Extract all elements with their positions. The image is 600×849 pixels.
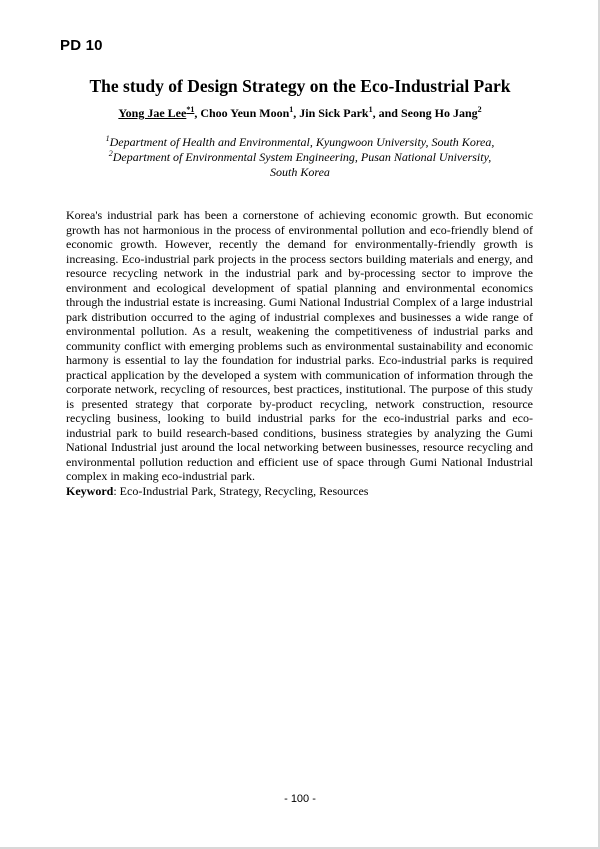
author-list [0,106,600,121]
affiliation-line [0,150,600,165]
author-separator: , and [372,106,401,120]
author-name: Choo Yeun Moon [200,106,290,120]
author-affiliation-mark: *1 [186,105,195,114]
affiliation-text: Department of Environmental System Engineering, Pusan National University, [112,150,492,164]
author-name: Jin Sick Park [299,106,369,120]
author-name: Seong Ho Jang [400,106,478,120]
author-name: Yong Jae Lee [118,106,187,120]
affiliation-line [0,135,600,150]
keyword-values: : Eco-Industrial Park, Strategy, Recycling, Resources [113,484,369,498]
keyword-label: Keyword [66,484,114,498]
session-label: PD 10 [60,37,103,54]
affiliation-mark: 1 [105,134,110,143]
paper-title: The study of Design Strategy on the Eco-Industrial Park [89,76,511,96]
affiliation-text: Department of Health and Environmental, Kyungwoon University, South Korea, [109,135,495,149]
author-separator: , [293,106,300,120]
affiliation-mark: 2 [108,149,113,158]
affiliation-line [0,165,600,180]
keyword-line [66,484,368,499]
author-separator: , [194,106,201,120]
author-affiliation-mark: 1 [368,105,373,114]
author-affiliation-mark: 2 [477,105,482,114]
page-number: - 100 - [284,793,316,805]
abstract-body: Korea's industrial park has been a cornerstone of achieving economic growth. But economic growth has not harmonious in the process of environmental pollution and eco-friendly blend of economic growth. However, recently the demand for environmentally-friendly growth is increasing. Eco-industrial park projects in the process sectors building materials and energy, and resource recycling network in the industrial park and by-processing sector to improve the environment and ecological development of spatial planning and environmental economics through the industrial estate is increasing. Gumi National Industrial Complex of a large industrial park distribution occurred to the aging of industrial complexes and businesses a wide range of environmental pollution. As a result, weakening the competitiveness of industrial parks and community conflict with emerging problems such as environmental sustainability and economic harmony is essential to lay the foundation for industrial parks. Eco-industrial parks is required practical application by the developed a system with communication of information through the corporate network, recycling of resources, best practices, institutional. The purpose of this study is presented strategy that corporate by-product recycling, network construction, resource recycling business, looking to build industrial parks for the eco-industrial parks and eco-industrial park to build research-based conditions, business strategies by analyzing the Gumi National Industrial just around the local networking between businesses, resource recycling and environmental pollution reduction and efficient use of space through Gumi National Industrial complex in making eco-industrial park. [66,208,534,483]
author-affiliation-mark: 1 [289,105,294,114]
affiliation-text: South Korea [270,165,330,179]
affiliation-list [0,135,600,180]
